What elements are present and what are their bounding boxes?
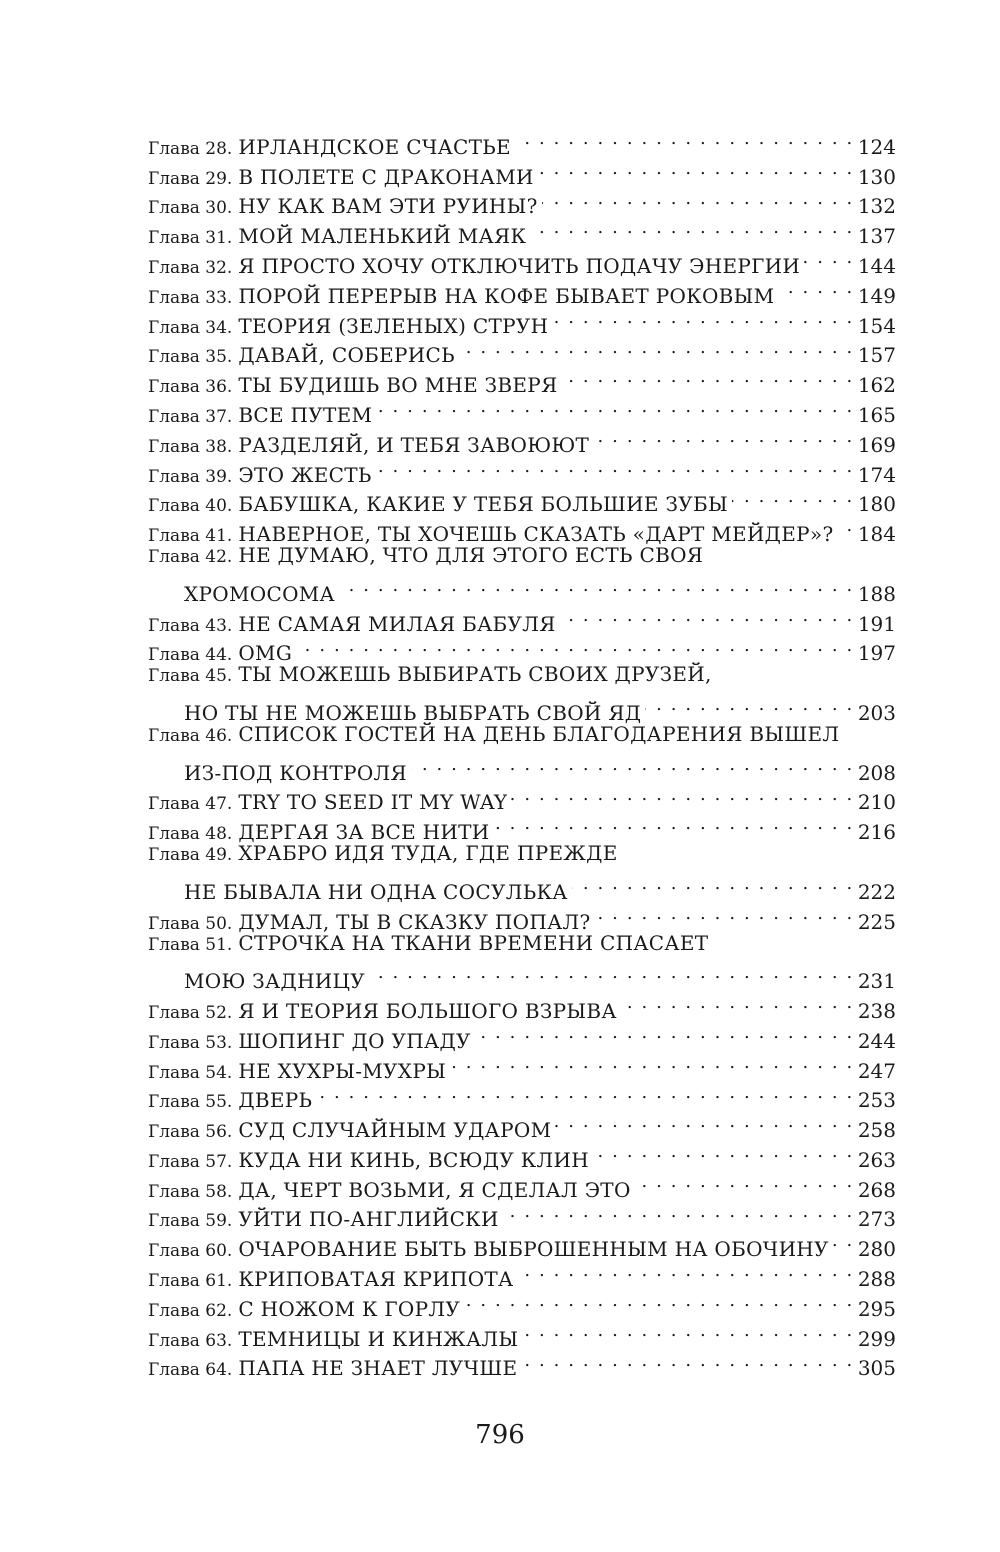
dot-leader xyxy=(339,571,854,601)
chapter-title: ПОРОЙ ПЕРЕРЫВ НА КОФЕ БЫВАЕТ РОКОВЫМ xyxy=(238,283,775,308)
page-ref: 305 xyxy=(857,1356,896,1381)
chapter-title: СТРОЧКА НА ТКАНИ ВРЕМЕНИ СПАСАЕТ xyxy=(238,930,709,955)
chapter-number: Глава 45. xyxy=(148,666,233,687)
dot-leader xyxy=(552,303,853,333)
chapter-title: НЕ ХУХРЫ-МУХРЫ xyxy=(238,1058,447,1083)
chapter-number: Глава 42. xyxy=(148,547,233,568)
chapter-title: В ПОЛЕТЕ С ДРАКОНАМИ xyxy=(238,164,534,189)
chapter-title: НАВЕРНОЕ, ТЫ ХОЧЕШЬ СКАЗАТЬ «ДАРТ МЕЙДЕР»? xyxy=(238,522,834,547)
chapter-title: ТЫ МОЖЕШЬ ВЫБИРАТЬ СВОИХ ДРУЗЕЙ, xyxy=(238,662,712,687)
chapter-number: Глава 48. xyxy=(148,824,233,845)
chapter-number: Глава 39. xyxy=(148,466,233,487)
page-ref: 132 xyxy=(857,194,896,219)
dot-leader xyxy=(560,601,854,631)
chapter-title: ДА, ЧЕРТ ВОЗЬМИ, Я СДЕЛАЛ ЭТО xyxy=(238,1177,631,1202)
toc-entry xyxy=(148,690,896,725)
chapter-number: Глава 37. xyxy=(148,406,233,427)
page-ref: 157 xyxy=(857,343,896,368)
chapter-number: Глава 47. xyxy=(148,794,233,815)
dot-leader xyxy=(593,422,854,452)
chapter-title: НЕ БЫВАЛА НИ ОДНА СОСУЛЬКА xyxy=(184,879,568,904)
page-ref: 231 xyxy=(857,969,896,994)
dot-leader xyxy=(376,452,854,482)
page-ref: 225 xyxy=(857,909,896,934)
chapter-number: Глава 41. xyxy=(148,526,233,547)
chapter-title: МОЙ МАЛЕНЬКИЙ МАЯК xyxy=(238,224,527,249)
page-ref: 203 xyxy=(857,700,896,725)
toc-entry xyxy=(148,124,896,159)
chapter-title: РАЗДЕЛЯЙ, И ТЕБЯ ЗАВОЮЮТ xyxy=(238,432,590,457)
dot-leader xyxy=(837,511,853,541)
page-ref: 191 xyxy=(857,611,896,636)
dot-leader xyxy=(376,392,853,422)
chapter-number: Глава 44. xyxy=(148,645,233,666)
chapter-title: Я ПРОСТО ХОЧУ ОТКЛЮЧИТЬ ПОДАЧУ ЭНЕРГИИ xyxy=(238,253,801,278)
chapter-number: Глава 38. xyxy=(148,436,233,457)
chapter-number: Глава 49. xyxy=(148,845,233,866)
toc-entry xyxy=(148,750,896,785)
chapter-title: ИРЛАНДСКОЕ СЧАСТЬЕ xyxy=(238,134,511,159)
chapter-number: Глава 54. xyxy=(148,1062,233,1083)
dot-leader xyxy=(522,1316,853,1346)
chapter-title: ТЫ БУДИШЬ ВО МНЕ ЗВЕРЯ xyxy=(238,373,558,398)
chapter-title: НЕ САМАЯ МИЛАЯ БАБУЛЯ xyxy=(238,611,556,636)
chapter-number: Глава 32. xyxy=(148,257,233,278)
chapter-number: Глава 28. xyxy=(148,138,233,159)
dot-leader xyxy=(530,213,854,243)
chapter-title: НО ТЫ НЕ МОЖЕШЬ ВЫБРАТЬ СВОЙ ЯД xyxy=(184,700,642,725)
page-ref: 273 xyxy=(857,1207,896,1232)
dot-leader xyxy=(511,780,853,810)
chapter-number: Глава 60. xyxy=(148,1241,233,1262)
chapter-number: Глава 33. xyxy=(148,287,233,308)
toc-entry xyxy=(148,958,896,994)
dot-leader xyxy=(411,750,854,780)
page-ref: 216 xyxy=(857,820,896,845)
toc-entry xyxy=(148,929,896,959)
dot-leader xyxy=(521,1346,853,1376)
dot-leader xyxy=(464,1286,854,1316)
page-ref: 288 xyxy=(857,1267,896,1292)
chapter-title: КРИПОВАТАЯ КРИПОТА xyxy=(238,1267,514,1292)
dot-leader xyxy=(475,1018,854,1048)
chapter-title: ТЕМНИЦЫ И КИНЖАЛЫ xyxy=(238,1326,519,1351)
chapter-title: СУД СЛУЧАЙНЫМ УДАРОМ xyxy=(238,1118,552,1143)
page-ref: 247 xyxy=(857,1058,896,1083)
dot-leader xyxy=(804,243,854,273)
chapter-title: ПАПА НЕ ЗНАЕТ ЛУЧШЕ xyxy=(238,1356,518,1381)
chapter-title: ВСЕ ПУТЕМ xyxy=(238,402,373,427)
chapter-title: ОЧАРОВАНИЕ БЫТЬ ВЫБРОШЕННЫМ НА ОБОЧИНУ xyxy=(238,1237,829,1262)
chapter-number: Глава 50. xyxy=(148,913,233,934)
chapter-number: Глава 35. xyxy=(148,347,233,368)
dot-leader xyxy=(503,1197,854,1227)
chapter-title: БАБУШКА, КАКИЕ У ТЕБЯ БОЛЬШИЕ ЗУБЫ xyxy=(238,492,728,517)
page-ref: 124 xyxy=(857,134,896,159)
dot-leader xyxy=(595,899,854,929)
toc-entry xyxy=(148,660,896,690)
dot-leader xyxy=(732,482,854,512)
dot-leader xyxy=(515,124,854,154)
page-ref: 244 xyxy=(857,1028,896,1053)
chapter-title: Я И ТЕОРИЯ БОЛЬШОГО ВЗРЫВА xyxy=(238,998,617,1023)
dot-leader xyxy=(316,1078,853,1108)
page-ref: 154 xyxy=(857,313,896,338)
page-ref: 149 xyxy=(857,283,896,308)
dot-leader xyxy=(494,809,854,839)
chapter-title: ЭТО ЖЕСТЬ xyxy=(238,462,372,487)
dot-leader xyxy=(459,333,854,363)
chapter-number: Глава 53. xyxy=(148,1032,233,1053)
dot-leader xyxy=(593,1137,854,1167)
chapter-title: УЙТИ ПО-АНГЛИЙСКИ xyxy=(238,1207,499,1232)
chapter-number: Глава 51. xyxy=(148,934,233,955)
chapter-number: Глава 61. xyxy=(148,1271,233,1292)
chapter-number: Глава 43. xyxy=(148,615,233,636)
dot-leader xyxy=(369,958,854,988)
chapter-number: Глава 31. xyxy=(148,228,233,249)
page-ref: 137 xyxy=(857,224,896,249)
chapter-title: ШОПИНГ ДО УПАДУ xyxy=(238,1028,471,1053)
chapter-title: ТЕОРИЯ (ЗЕЛЕНЫХ) СТРУН xyxy=(238,313,549,338)
chapter-title: ДАВАЙ, СОБЕРИСЬ xyxy=(238,343,455,368)
chapter-number: Глава 40. xyxy=(148,496,233,517)
dot-leader xyxy=(555,1107,853,1137)
page-ref: 295 xyxy=(857,1296,896,1321)
page-ref: 280 xyxy=(857,1237,896,1262)
page-ref: 222 xyxy=(857,879,896,904)
page-ref: 144 xyxy=(857,253,896,278)
page-ref: 208 xyxy=(857,760,896,785)
chapter-number: Глава 57. xyxy=(148,1151,233,1172)
chapter-number: Глава 62. xyxy=(148,1300,233,1321)
dot-leader xyxy=(518,1256,854,1286)
chapter-number: Глава 52. xyxy=(148,1002,233,1023)
dot-leader xyxy=(778,273,853,303)
dot-leader xyxy=(296,631,854,661)
chapter-title: С НОЖОМ К ГОРЛУ xyxy=(238,1296,461,1321)
chapter-number: Глава 36. xyxy=(148,377,233,398)
chapter-number: Глава 58. xyxy=(148,1181,233,1202)
dot-leader xyxy=(450,1048,854,1078)
chapter-title: ДУМАЛ, ТЫ В СКАЗКУ ПОПАЛ? xyxy=(238,909,591,934)
dot-leader xyxy=(538,154,854,184)
chapter-number: Глава 30. xyxy=(148,198,233,219)
page-ref: 210 xyxy=(857,790,896,815)
chapter-number: Глава 29. xyxy=(148,168,233,189)
page-ref: 130 xyxy=(857,164,896,189)
page-ref: 162 xyxy=(857,373,896,398)
page-ref: 263 xyxy=(857,1147,896,1172)
chapter-number: Глава 46. xyxy=(148,725,233,746)
page-ref: 299 xyxy=(857,1326,896,1351)
chapter-title: TRY TO SEED IT MY WAY xyxy=(238,790,508,815)
dot-leader xyxy=(635,1167,854,1197)
chapter-title: ДЕРГАЯ ЗА ВСЕ НИТИ xyxy=(238,820,490,845)
toc-entry xyxy=(148,720,896,750)
chapter-number: Глава 34. xyxy=(148,317,233,338)
page-number: 796 xyxy=(475,1420,525,1450)
chapter-number: Глава 59. xyxy=(148,1211,233,1232)
chapter-title: НУ КАК ВАМ ЭТИ РУИНЫ? xyxy=(238,194,538,219)
chapter-title: ДВЕРЬ xyxy=(238,1088,313,1113)
chapter-title: МОЮ ЗАДНИЦУ xyxy=(184,969,366,994)
toc-entry xyxy=(148,571,896,606)
dot-leader xyxy=(645,690,853,720)
page-ref: 180 xyxy=(857,492,896,517)
chapter-title: OMG xyxy=(238,641,293,666)
dot-leader xyxy=(542,184,854,214)
chapter-number: Глава 55. xyxy=(148,1092,233,1113)
page-ref: 268 xyxy=(857,1177,896,1202)
dot-leader xyxy=(833,1226,854,1256)
table-of-contents xyxy=(148,124,896,1381)
page-ref: 253 xyxy=(857,1088,896,1113)
chapter-title: ХРОМОСОМА xyxy=(184,581,335,606)
dot-leader xyxy=(562,362,854,392)
chapter-title: ИЗ-ПОД КОНТРОЛЯ xyxy=(184,760,407,785)
chapter-title: КУДА НИ КИНЬ, ВСЮДУ КЛИН xyxy=(238,1147,590,1172)
chapter-title: НЕ ДУМАЮ, ЧТО ДЛЯ ЭТОГО ЕСТЬ СВОЯ xyxy=(238,543,704,568)
page-ref: 238 xyxy=(857,998,896,1023)
toc-entry xyxy=(148,869,896,904)
page-ref: 174 xyxy=(857,462,896,487)
page-ref: 197 xyxy=(857,641,896,666)
toc-entry xyxy=(148,839,896,869)
dot-leader xyxy=(572,869,854,899)
page-ref: 169 xyxy=(857,432,896,457)
page-ref: 165 xyxy=(857,402,896,427)
chapter-title: СПИСОК ГОСТЕЙ НА ДЕНЬ БЛАГОДАРЕНИЯ ВЫШЕЛ xyxy=(238,721,840,746)
page-ref: 258 xyxy=(857,1118,896,1143)
chapter-number: Глава 56. xyxy=(148,1122,233,1143)
page-ref: 184 xyxy=(857,522,896,547)
page-ref: 188 xyxy=(857,581,896,606)
dot-leader xyxy=(621,988,854,1018)
chapter-number: Глава 64. xyxy=(148,1360,233,1381)
chapter-number: Глава 63. xyxy=(148,1330,233,1351)
chapter-title: ХРАБРО ИДЯ ТУДА, ГДЕ ПРЕЖДЕ xyxy=(238,841,618,866)
